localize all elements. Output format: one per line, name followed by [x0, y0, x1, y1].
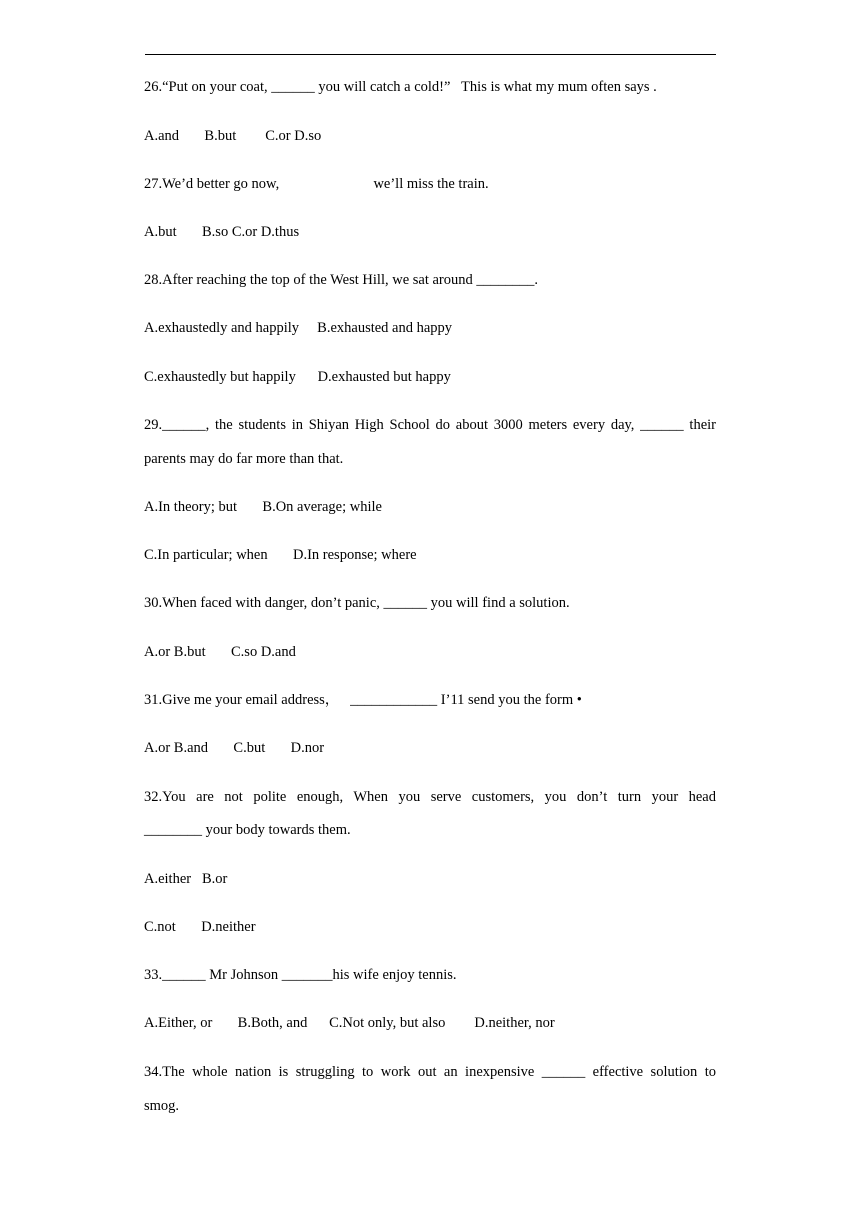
question-27-text: 27.We’d better go now, we’ll miss the train. — [144, 176, 489, 192]
question-31-options: A.or B.and C.but D.nor — [144, 740, 325, 756]
question-31-text: 31.Give me your email address， ____________ I’11 send you the form • — [144, 692, 582, 708]
question-28-text: 28.After reaching the top of the West Hill, we sat around ________. — [144, 272, 538, 288]
header-rule — [145, 54, 716, 55]
question-34-text-line1: 34.The whole nation is struggling to work out an inexpensive ______ effective solution to — [144, 1064, 716, 1080]
question-34-text-line2: smog. — [144, 1098, 180, 1114]
question-29-text-line1: 29.______, the students in Shiyan High School do about 3000 meters every day, ______ their — [144, 417, 716, 433]
question-27-options: A.but B.so C.or D.thus — [144, 224, 300, 240]
question-26-options: A.and B.but C.or D.so — [144, 128, 322, 144]
question-29-options-ab: A.In theory; but B.On average; while — [144, 499, 382, 515]
question-28-options-cd: C.exhaustedly but happily D.exhausted but happy — [144, 369, 451, 385]
question-32-options-cd: C.not D.neither — [144, 919, 256, 935]
question-29-options-cd: C.In particular; when D.In response; where — [144, 547, 417, 563]
question-33-options: A.Either, or B.Both, and C.Not only, but also D.neither, nor — [144, 1015, 555, 1031]
question-30-options: A.or B.but C.so D.and — [144, 644, 296, 660]
question-33-text: 33.______ Mr Johnson _______his wife enjoy tennis. — [144, 967, 457, 983]
question-28-options-ab: A.exhaustedly and happily B.exhausted and happy — [144, 320, 453, 336]
question-32-text-line1: 32.You are not polite enough, When you serve customers, you don’t turn your head — [144, 789, 716, 805]
question-26-text: 26.“Put on your coat, ______ you will catch a cold!” This is what my mum often says . — [144, 79, 657, 95]
question-32-options-ab: A.either B.or — [144, 871, 228, 887]
question-32-text-line2: ________ your body towards them. — [144, 822, 351, 838]
question-29-text-line2: parents may do far more than that. — [144, 451, 344, 467]
question-30-text: 30.When faced with danger, don’t panic, ______ you will find a solution. — [144, 595, 570, 611]
